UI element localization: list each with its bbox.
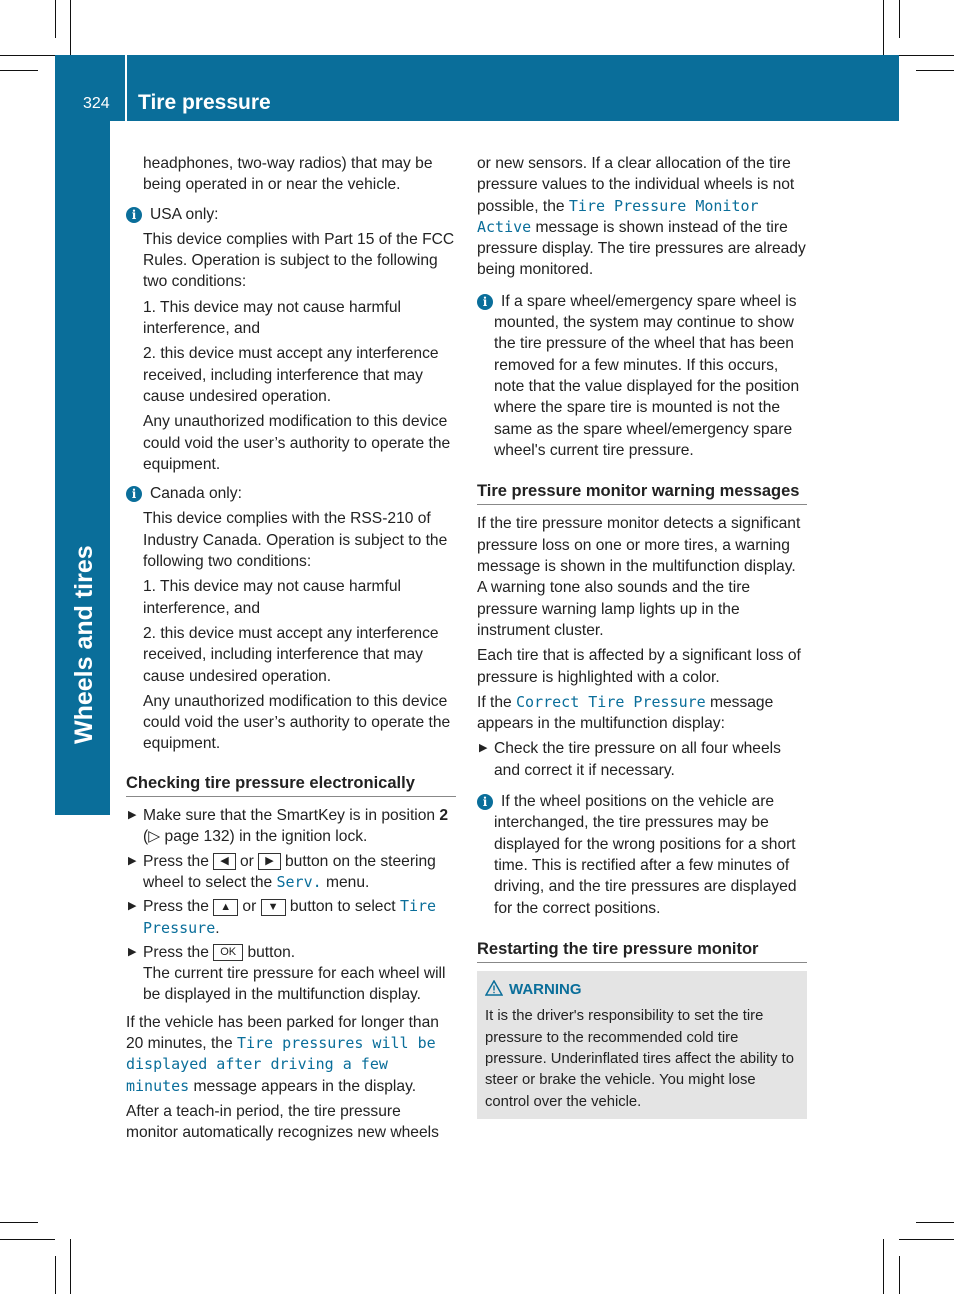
step-1 [126,805,456,848]
usa-p2: 1. This device may not cause harmful interference, and [143,298,401,338]
page-number: 324 [83,95,110,112]
canada-heading [126,483,456,504]
ok-key-icon: OK [213,944,243,961]
section-heading-restart: Restarting the tire pressure monitor [477,939,807,963]
section-heading-check: Checking tire pressure electronically [126,773,456,797]
warning-triangle-icon [485,980,503,996]
step-arrow-icon: ▶ [128,809,137,822]
warn-p2: Each tire that is affected by a significant loss of pressure is highlighted with a color. [477,647,801,686]
step-text: button. [243,943,296,961]
step-arrow-icon: ▶ [128,945,137,958]
intro-text: headphones, two-way radios) that may be being operated in or near the vehicle. [143,155,433,194]
right-column [477,153,807,1119]
step-text: Press the [143,852,214,870]
canada-p3: 2. this device must accept any interference received, including interference that may cause undesired operation. [143,624,439,685]
info-icon: i [126,207,142,223]
step-text: Check the tire pressure on all four wheels and correct it if necessary. [494,740,781,779]
step-bold: 2 [439,807,449,825]
crop-mark [0,1222,38,1223]
step-arrow-icon: ▶ [128,854,137,867]
step-text: Make sure that the SmartKey is in position [143,807,440,825]
page-header [55,55,899,121]
usa-p4: Any unauthorized modification to this device could void the user’s authority to operate the equipment. [143,413,451,473]
left-key-icon: ◀ [213,853,235,870]
continued-text [477,153,807,281]
step-text: menu. [321,873,370,891]
canada-label: Canada only: [150,485,242,503]
canada-p1: This device complies with the RSS-210 of Industry Canada. Operation is subject to the following two conditions: [143,510,448,571]
left-column [126,153,456,1147]
body-text: or new sensors. If a clear allocation of the tire pressure values to the individual wheels is not possible, the [477,155,795,215]
crop-mark [0,55,55,56]
info-text: If the wheel positions on the vehicle are interchanged, the tire pressures may be displayed for the wrong positions for a short time. This is rectified after a few minutes of driving, and the tire pressures are displayed for the correct positions. [494,793,797,917]
info-icon: i [126,486,142,502]
display-message: Tire pressures will be displayed after driving a few minutes [126,1033,436,1095]
step-arrow-icon: ▶ [479,742,488,755]
body-text: If the [477,693,517,711]
crop-mark [916,1222,954,1223]
usa-heading [126,204,456,225]
warning-text: It is the driver's responsibility to set the tire pressure to the recommended cold tire pressure. Underinflated tires affect the ability to steer or brake the vehicle. You might lose control over the vehicle. [485,1008,794,1110]
teach-text: After a teach-in period, the tire pressure monitor automatically recognizes new wheels [126,1102,439,1142]
step-text: or [235,852,259,870]
header-divider [125,55,127,121]
down-key-icon: ▼ [261,899,286,916]
canada-p2: 1. This device may not cause harmful interference, and [143,578,401,617]
warning-box [477,971,807,1119]
page-title: Tire pressure [138,91,271,114]
step-text: button on the steering wheel to select the [143,852,436,891]
crop-mark [899,1239,954,1240]
step-arrow-icon: ▶ [128,900,137,913]
positions-info [477,791,807,919]
spare-info [477,291,807,461]
side-tab-marker [55,757,110,815]
side-tab-label: Wheels and tires [70,545,98,744]
crop-mark [883,1239,884,1294]
step-text: Press the [143,898,214,916]
step-4 [126,942,456,1006]
body-text: message is shown instead of the tire pressure display. The tire pressures are already being monitored. [477,218,806,279]
crop-mark [899,0,900,38]
usa-p3: 2. this device must accept any interference received, including interference that may cause undesired operation. [143,345,439,405]
crop-mark [55,1256,56,1294]
info-text: If a spare wheel/emergency spare wheel is mounted, the system may continue to show the tire pressure of the wheel that has been removed for a few minutes. If this occurs, note that the value displayed for the position where the spare tire is mounted is not the same as the spare wheel/emergency spare wheel's current tire pressure. [494,292,800,459]
crop-mark [70,1239,71,1294]
warning-label: WARNING [509,981,582,999]
section-heading-warnings: Tire pressure monitor warning messages [477,481,807,505]
crop-mark [55,0,56,38]
body-text: message appears in the display. [189,1077,417,1095]
step-2 [126,851,456,894]
step-text: . [215,919,220,937]
usa-p1: This device complies with Part 15 of the FCC Rules. Operation is subject to the following two conditions: [143,230,455,291]
display-message: Tire Pressure Monitor Active [477,196,759,236]
info-icon: i [477,294,493,310]
step-text: or [238,898,261,916]
crop-mark [899,55,954,56]
step-text: Press the [143,943,214,961]
warn-p1: If the tire pressure monitor detects a significant pressure loss on one or more tires, a warning message is shown in the multifunction display. A warning tone also sounds and the tire pressure warning lamp lights up in the instrument cluster. [477,515,801,639]
parked-text [126,1012,456,1097]
crop-mark [883,0,884,55]
crop-mark [0,70,38,71]
step-result: The current tire pressure for each wheel will be displayed in the multifunction display. [143,965,446,1004]
info-icon: i [477,794,493,810]
display-message: Tire Pressure [143,897,437,937]
canada-p4: Any unauthorized modification to this device could void the user’s authority to operate the equipment. [143,692,451,753]
crop-mark [0,1239,55,1240]
display-message: Serv. [276,872,322,891]
up-key-icon: ▲ [213,899,238,916]
correct-text [477,692,807,735]
warning-heading [485,979,799,1000]
usa-label: USA only: [150,205,219,223]
display-message: Correct Tire Pressure [516,692,706,711]
crop-mark [916,70,954,71]
right-key-icon: ▶ [258,853,280,870]
body-text: message appears in the multifunction display: [477,693,774,733]
step-text: button to select [285,898,400,916]
correct-step [477,738,807,781]
step-text: (▷ page 132) in the ignition lock. [143,828,368,846]
step-3 [126,896,456,939]
crop-mark [70,0,71,55]
body-text: If the vehicle has been parked for longer than 20 minutes, the [126,1013,439,1052]
crop-mark [899,1256,900,1294]
